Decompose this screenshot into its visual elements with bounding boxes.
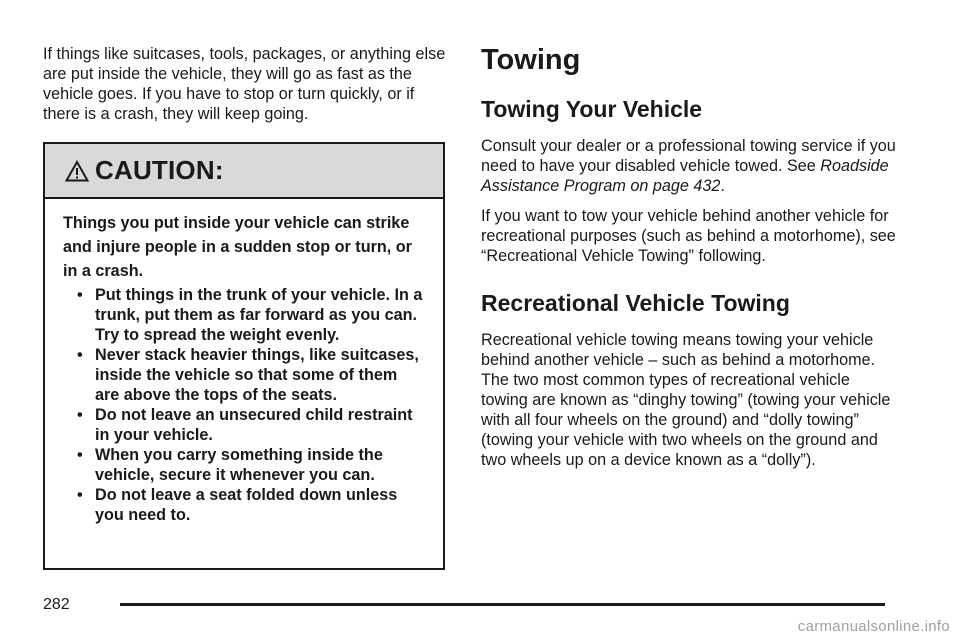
caution-box <box>43 142 445 570</box>
page-number: 282 <box>43 596 70 613</box>
right-column <box>481 40 901 470</box>
caution-header <box>45 144 443 199</box>
caution-item <box>63 285 425 345</box>
caution-item <box>63 345 425 405</box>
recreational-towing-paragraph: Recreational vehicle towing means towing your vehicle behind another vehicle – such as behind a motorhome. The two most common types of recreational vehicle towing are known as “dinghy towing” (towing your vehicle with all four wheels on the ground) and “dolly towing” (towing your vehicle with two wheels on the ground and two wheels up on a device known as a “dolly”). <box>481 331 891 469</box>
caution-item <box>63 445 425 485</box>
left-column <box>43 44 447 124</box>
caution-item-text: Do not leave an unsecured child restraint in your vehicle. <box>95 406 413 444</box>
caution-item <box>63 485 425 525</box>
recreational-towing-heading: Recreational Vehicle Towing <box>481 290 790 316</box>
warning-icon <box>65 160 89 182</box>
watermark: carmanualsonline.info <box>797 618 950 635</box>
section-title: Towing <box>481 44 581 76</box>
caution-item-text: Never stack heavier things, like suitcases, inside the vehicle so that some of them are above the tops of the seats. <box>95 346 419 404</box>
towing-paragraph-2: If you want to tow your vehicle behind another vehicle for recreational purposes (such as behind a motorhome), see “Recreational Vehicle Towing” following. <box>481 207 896 265</box>
bullet: • <box>77 486 83 504</box>
roadside-assistance-reference: Roadside Assistance Program on page 432 <box>481 157 889 195</box>
caution-list <box>63 285 425 525</box>
towing-your-vehicle-heading: Towing Your Vehicle <box>481 96 703 122</box>
caution-item-text: Do not leave a seat folded down unless you need to. <box>95 486 398 524</box>
bullet: • <box>77 346 83 364</box>
towing-paragraph-1-text: Consult your dealer or a professional towing service if you need to have your disabled vehicle towed. See <box>481 137 896 175</box>
caution-intro: Things you put inside your vehicle can strike and injure people in a sudden stop or turn, or in a crash. <box>63 214 412 280</box>
towing-paragraph-1 <box>481 136 901 196</box>
bullet: • <box>77 406 83 424</box>
caution-body <box>45 199 443 525</box>
caution-item-text: Put things in the trunk of your vehicle. In a trunk, put them as far forward as you can. Try to spread the weight evenly. <box>95 286 423 344</box>
bullet: • <box>77 286 83 304</box>
bullet: • <box>77 446 83 464</box>
footer-rule <box>120 603 885 606</box>
caution-item <box>63 405 425 445</box>
towing-paragraph-1-end: . <box>720 177 725 195</box>
intro-paragraph: If things like suitcases, tools, packages, or anything else are put inside the vehicle, they will go as fast as the vehicle goes. If you have to stop or turn quickly, or if there is a crash, they will keep going. <box>43 45 446 123</box>
caution-title: CAUTION: <box>95 155 224 185</box>
caution-item-text: When you carry something inside the vehicle, secure it whenever you can. <box>95 446 383 484</box>
